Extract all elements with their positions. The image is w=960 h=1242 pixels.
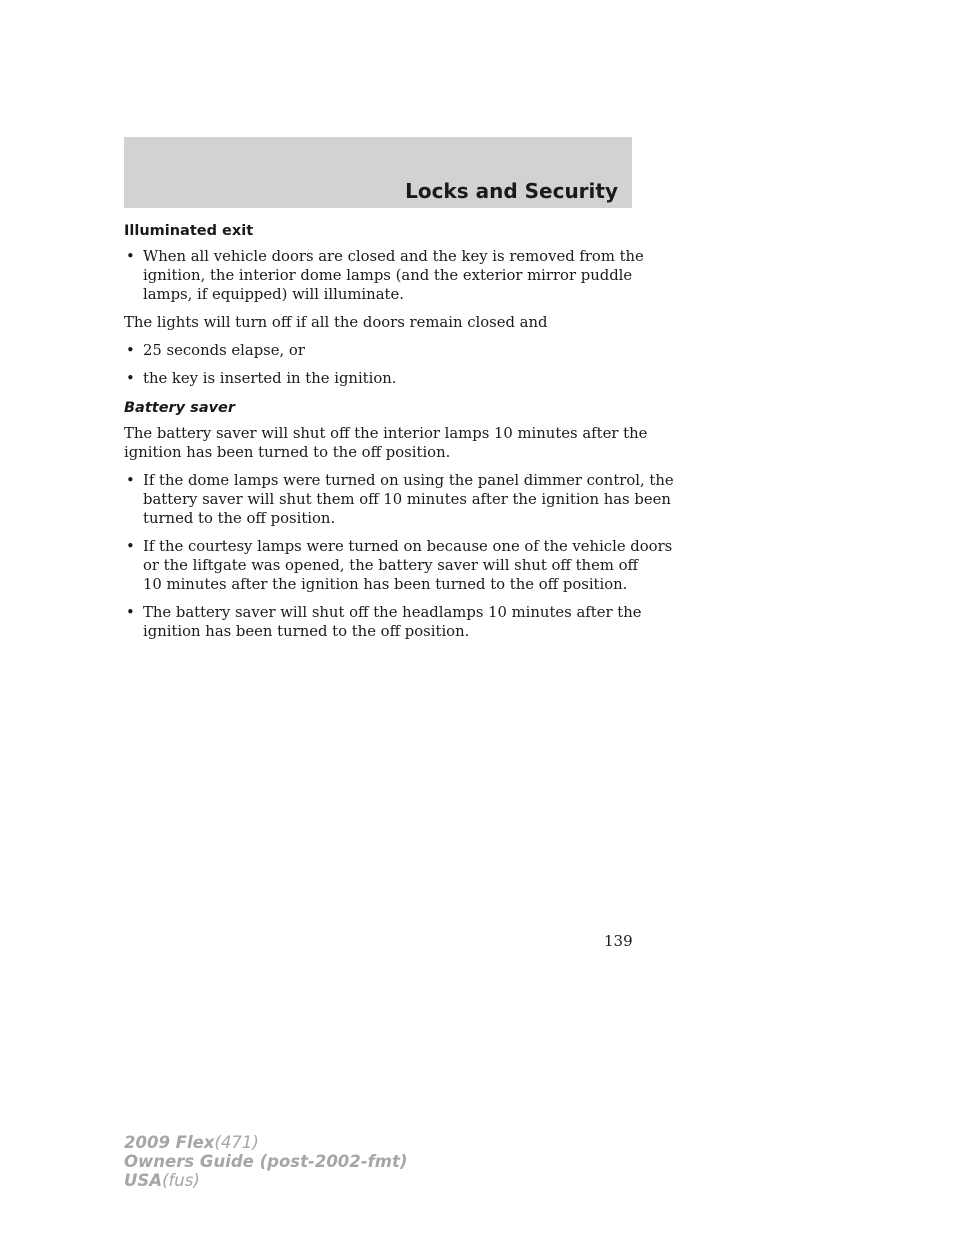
bullet-icon: • <box>126 248 135 265</box>
bullet-list <box>124 471 674 641</box>
text-line: or the liftgate was opened, the battery saver will shut off them off <box>143 557 639 574</box>
text-line: 10 minutes after the ignition has been turned to the off position. <box>143 576 628 593</box>
list-item <box>124 471 674 528</box>
text-line: When all vehicle doors are closed and the key is removed from the <box>143 248 644 265</box>
list-item <box>124 369 634 388</box>
paragraph: The lights will turn off if all the doors remain closed and <box>124 314 548 331</box>
list-item <box>124 603 642 641</box>
paragraph <box>124 424 648 462</box>
text-line: The battery saver will shut off the interior lamps 10 minutes after the <box>124 425 648 442</box>
footer-model: 2009 Flex <box>124 1133 215 1152</box>
page-content <box>124 221 674 650</box>
footer-model-code: (471) <box>214 1133 259 1152</box>
bullet-list <box>124 247 644 304</box>
list-item <box>124 247 644 304</box>
section-title: Locks and Security <box>405 179 618 203</box>
footer-line-3 <box>124 1171 407 1190</box>
bullet-icon: • <box>126 472 135 489</box>
text-line: ignition has been turned to the off position. <box>124 444 451 461</box>
text-line: The battery saver will shut off the headlamps 10 minutes after the <box>143 604 642 621</box>
bullet-icon: • <box>126 604 135 621</box>
header-band <box>124 137 632 208</box>
footer-info <box>124 1133 407 1190</box>
heading-illuminated-exit: Illuminated exit <box>124 223 254 239</box>
page-number: 139 <box>604 932 633 950</box>
text-line: battery saver will shut them off 10 minutes after the ignition has been <box>143 491 671 508</box>
text-line: lamps, if equipped) will illuminate. <box>143 286 404 303</box>
list-item <box>124 341 634 360</box>
footer-market-code: (fus) <box>162 1171 200 1190</box>
bullet-icon: • <box>126 342 135 359</box>
text-line: ignition has been turned to the off position. <box>143 623 470 640</box>
text-line: turned to the off position. <box>143 510 336 527</box>
list-item <box>124 537 673 594</box>
bullet-icon: • <box>126 370 135 387</box>
text-line: ignition, the interior dome lamps (and the exterior mirror puddle <box>143 267 633 284</box>
footer-line-2: Owners Guide (post-2002-fmt) <box>124 1152 408 1171</box>
text-line: 25 seconds elapse, or <box>143 342 305 359</box>
footer-market: USA <box>124 1171 163 1190</box>
footer-line-1 <box>124 1133 407 1152</box>
heading-battery-saver: Battery saver <box>124 400 236 416</box>
text-line: If the courtesy lamps were turned on because one of the vehicle doors <box>143 538 673 555</box>
bullet-list <box>124 341 634 388</box>
text-line: If the dome lamps were turned on using the panel dimmer control, the <box>143 472 674 489</box>
text-line: the key is inserted in the ignition. <box>143 370 397 387</box>
bullet-icon: • <box>126 538 135 555</box>
